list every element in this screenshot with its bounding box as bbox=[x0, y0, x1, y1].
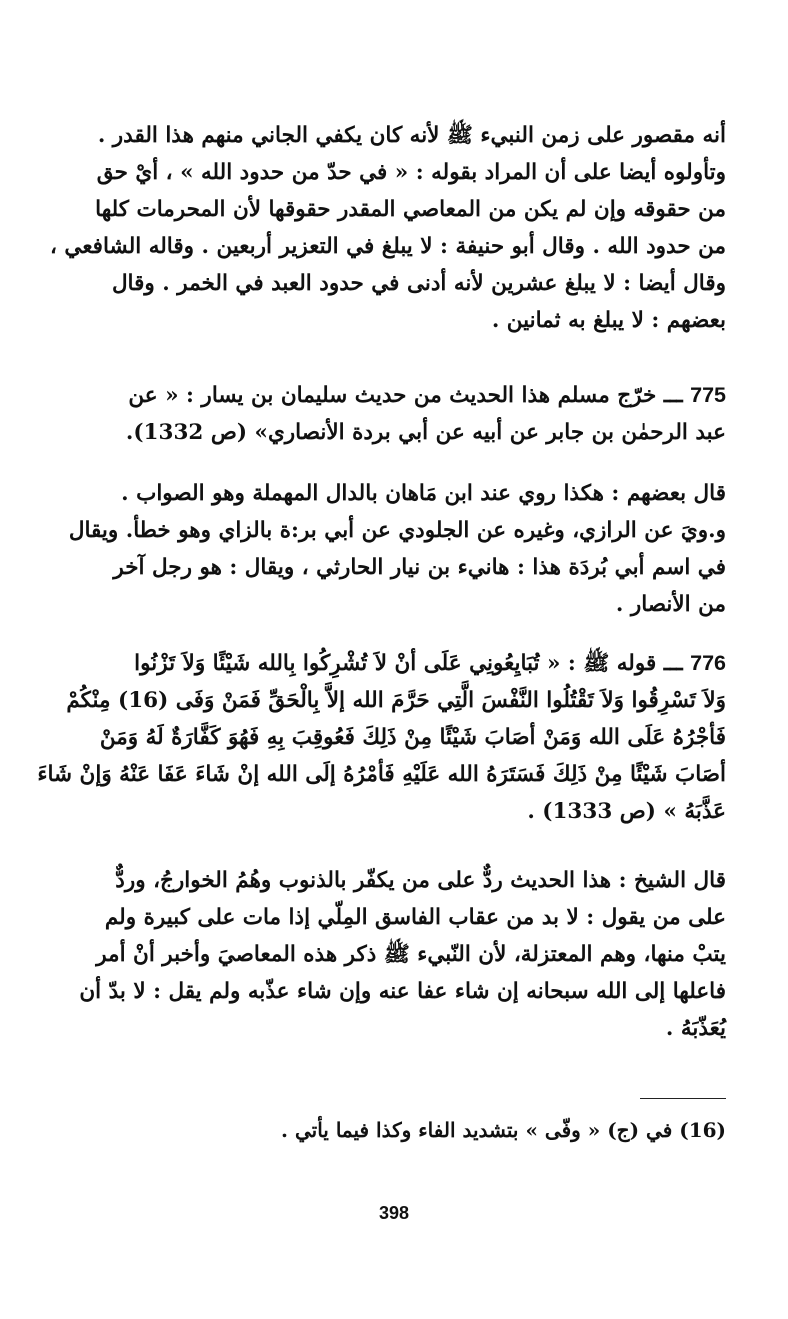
text-line: وتأولوه أيضا على أن المراد بقوله : « في حدّ من حدود الله » ، أيْ حق bbox=[96, 160, 726, 185]
text-line: فاعلها إلى الله سبحانه إن شاء عفا عنه وإن شاء عذّبه ولم يقل : لا بدّ أن bbox=[79, 979, 726, 1004]
text-line: وَلاَ تَسْرِقُوا وَلاَ تَقْتُلُوا النَّفْسَ الَّتِي حَرَّمَ الله إلاَّ بِالْحَقِّ فَمَنْ وَفَى (16) مِنْكُمْ bbox=[66, 688, 726, 713]
text-line: فَأجْرُهُ عَلَى الله وَمَنْ أصَابَ شَيْئًا مِنْ ذَلِكَ فَعُوقِبَ بِهِ فَهُوَ كَفَّارَةٌ لَهُ وَمَنْ bbox=[99, 725, 726, 750]
hadith-section-775 bbox=[76, 377, 726, 451]
hadith-number: 776 bbox=[690, 651, 726, 675]
footnote: (16) في (ج) « وفّى » بتشديد الفاء وكذا فيما يأتي . bbox=[281, 1118, 726, 1142]
hadith-section-776 bbox=[37, 645, 726, 830]
text-line: من حدود الله . وقال أبو حنيفة : لا يبلغ في التعزير أربعين . وقاله الشافعي ، bbox=[49, 234, 726, 259]
footnote-divider bbox=[640, 1098, 726, 1099]
text-line: عبد الرحمٰن بن جابر عن أبيه عن أبي بردة الأنصاري» (ص 1332). bbox=[125, 420, 726, 445]
text-line: قال بعضهم : هكذا روي عند ابن مَاهان بالدال المهملة وهو الصواب . bbox=[121, 481, 726, 506]
text-line bbox=[76, 645, 726, 682]
page-number: 398 bbox=[378, 1203, 410, 1223]
text-line: على من يقول : لا بد من عقاب الفاسق المِلّي إذا مات على كبيرة ولم bbox=[104, 905, 726, 930]
text-line: في اسم أبي بُردَة هذا : هانيء بن نيار الحارثي ، ويقال : هو رجل آخر bbox=[113, 555, 726, 580]
text-line: أصَابَ شَيْئًا مِنْ ذَلِكَ فَسَتَرَهُ الله عَلَيْهِ فَأمْرُهُ إلَى الله إنْ شَاءَ عَفَا عَنْهُ وَإنْ شَاءَ bbox=[37, 762, 726, 787]
text-line: من الأنصار . bbox=[615, 592, 726, 617]
paragraph-commentary-1 bbox=[49, 117, 726, 339]
text-line bbox=[76, 377, 726, 414]
hadith-text: ـــ خرّج مسلم هذا الحديث من حديث سليمان بن يسار : « عن bbox=[128, 383, 683, 408]
text-line: يُعَذّبَهُ . bbox=[665, 1016, 726, 1041]
text-line: يتبْ منها، وهم المعتزلة، لأن النّبيء ﷺ ذكر هذه المعاصيَ وأخبر أنْ أمر bbox=[96, 942, 726, 967]
hadith-number: 775 bbox=[690, 383, 726, 407]
text-line: من حقوقه وإن لم يكن من المعاصي المقدر حقوقها لأن المحرمات كلها bbox=[95, 197, 726, 222]
text-line: بعضهم : لا يبلغ به ثمانين . bbox=[491, 308, 726, 333]
text-line: وقال أيضا : لا يبلغ عشرين لأنه أدنى في حدود العبد في الخمر . وقال bbox=[111, 271, 726, 296]
text-line: قال الشيخ : هذا الحديث ردٌّ على من يكفّر بالذنوب وهُمُ الخوارجُ، وردٌّ bbox=[115, 868, 726, 893]
paragraph-commentary-3 bbox=[76, 862, 726, 1047]
hadith-text: ـــ قوله ﷺ : « تُبَايِعُونِي عَلَى أنْ لاَ تُشْرِكُوا بِالله شَيْئًا وَلاَ تَزْنُوا bbox=[134, 651, 683, 676]
text-line: عَذَّبَهُ » (ص 1333) . bbox=[527, 799, 726, 824]
paragraph-commentary-2 bbox=[68, 475, 726, 623]
text-line: و.ويَ عن الرازي، وغيره عن الجلودي عن أبي بر:ة بالزاي وهو خطأ. ويقال bbox=[68, 518, 726, 543]
text-line: أنه مقصور على زمن النبيء ﷺ لأنه كان يكفي الجاني منهم هذا القدر . bbox=[97, 123, 726, 148]
